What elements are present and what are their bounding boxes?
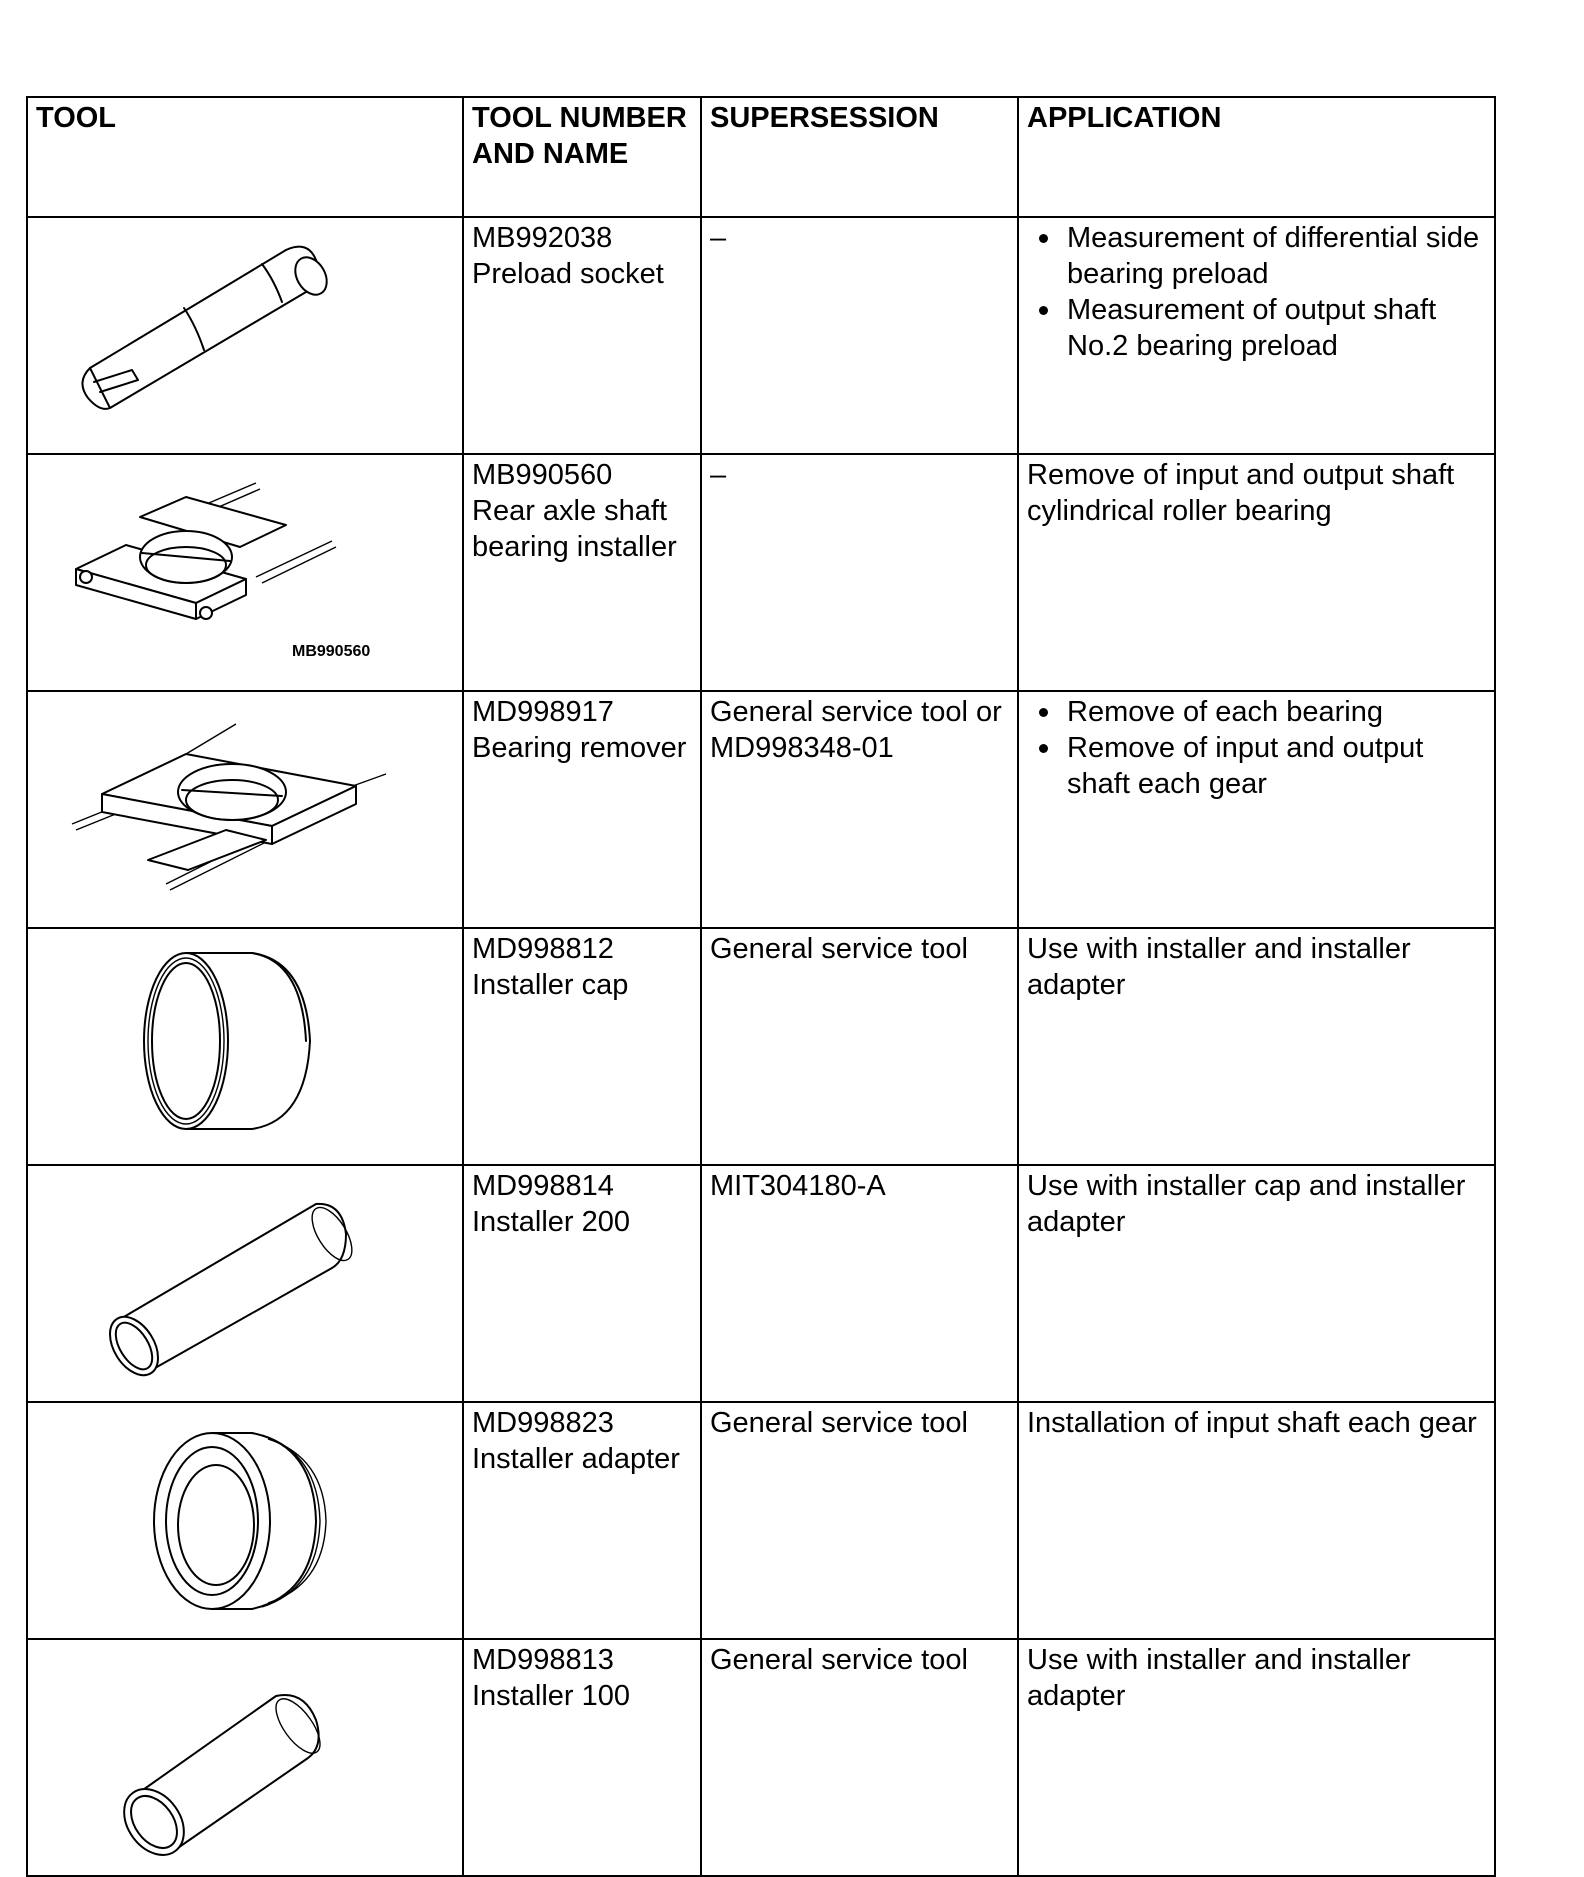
tool-number: MD998823 xyxy=(472,1407,614,1439)
supersession-cell: General service tool xyxy=(701,1402,1018,1639)
tool-image-cell xyxy=(27,454,463,691)
application-cell: Remove of input and output shaft cylindrical roller bearing xyxy=(1018,454,1495,691)
tool-number: MD998813 xyxy=(472,1644,614,1676)
tool-image-cell xyxy=(27,1639,463,1876)
tool-number: MD998814 xyxy=(472,1170,614,1202)
tool-name: Rear axle shaft bearing installer xyxy=(472,495,677,563)
application-cell: Use with installer and installer adapter xyxy=(1018,1639,1495,1876)
tool-number-name-cell xyxy=(463,217,701,454)
header-tool: TOOL xyxy=(27,97,463,217)
table-row xyxy=(27,217,1495,454)
table-row xyxy=(27,1639,1495,1876)
tool-name: Installer 200 xyxy=(472,1206,630,1238)
application-list xyxy=(1027,220,1486,364)
supersession-cell: MIT304180-A xyxy=(701,1165,1018,1402)
supersession-cell: General service tool or MD998348-01 xyxy=(701,691,1018,928)
application-cell xyxy=(1018,691,1495,928)
tool-number-name-cell xyxy=(463,454,701,691)
tool-number: MB990560 xyxy=(472,459,613,491)
supersession-cell: – xyxy=(701,454,1018,691)
application-list xyxy=(1027,694,1486,802)
tool-number-name-cell xyxy=(463,1639,701,1876)
table-row xyxy=(27,928,1495,1165)
tool-number-name-cell xyxy=(463,1165,701,1402)
tool-image-cell xyxy=(27,1165,463,1402)
tool-number: MD998812 xyxy=(472,933,614,965)
tool-image-cell xyxy=(27,928,463,1165)
tool-number: MB992038 xyxy=(472,222,613,254)
tool-name: Installer adapter xyxy=(472,1443,680,1475)
tool-name: Installer 100 xyxy=(472,1680,630,1712)
header-application: APPLICATION xyxy=(1018,97,1495,217)
application-item: Remove of input and output shaft each gear xyxy=(1067,730,1486,802)
table-header-row xyxy=(27,97,1495,217)
table-row xyxy=(27,691,1495,928)
application-item: Measurement of differential side bearing preload xyxy=(1067,220,1486,292)
image-caption: MB990560 xyxy=(292,643,371,660)
tool-name: Bearing remover xyxy=(472,732,687,764)
tool-number: MD998917 xyxy=(472,696,614,728)
application-cell xyxy=(1018,217,1495,454)
tool-image-cell xyxy=(27,691,463,928)
application-cell: Installation of input shaft each gear xyxy=(1018,1402,1495,1639)
preload-socket-icon xyxy=(36,220,468,449)
application-item: Remove of each bearing xyxy=(1067,694,1486,730)
installer-tube-icon xyxy=(36,1168,468,1397)
tool-name: Preload socket xyxy=(472,258,664,290)
supersession-cell: General service tool xyxy=(701,1639,1018,1876)
tool-number-name-cell xyxy=(463,691,701,928)
application-cell: Use with installer and installer adapter xyxy=(1018,928,1495,1165)
tool-number-name-cell xyxy=(463,1402,701,1639)
application-cell: Use with installer cap and installer adapter xyxy=(1018,1165,1495,1402)
special-tools-table xyxy=(26,96,1496,1877)
installer-cap-icon xyxy=(36,931,468,1160)
table-row xyxy=(27,454,1495,691)
header-tool-number-and-name: TOOL NUMBER AND NAME xyxy=(463,97,701,217)
table-row xyxy=(27,1165,1495,1402)
tool-image-cell xyxy=(27,1402,463,1639)
installer-adapter-icon xyxy=(36,1405,468,1634)
bearing-remover-icon xyxy=(36,694,468,923)
supersession-cell: – xyxy=(701,217,1018,454)
tool-number-name-cell xyxy=(463,928,701,1165)
tool-image-cell xyxy=(27,217,463,454)
application-item: Measurement of output shaft No.2 bearing preload xyxy=(1067,292,1486,364)
tool-name: Installer cap xyxy=(472,969,629,1001)
bearing-installer-icon xyxy=(36,457,468,686)
table-row xyxy=(27,1402,1495,1639)
supersession-cell: General service tool xyxy=(701,928,1018,1165)
installer-tube-short-icon xyxy=(36,1642,468,1871)
header-supersession: SUPERSESSION xyxy=(701,97,1018,217)
